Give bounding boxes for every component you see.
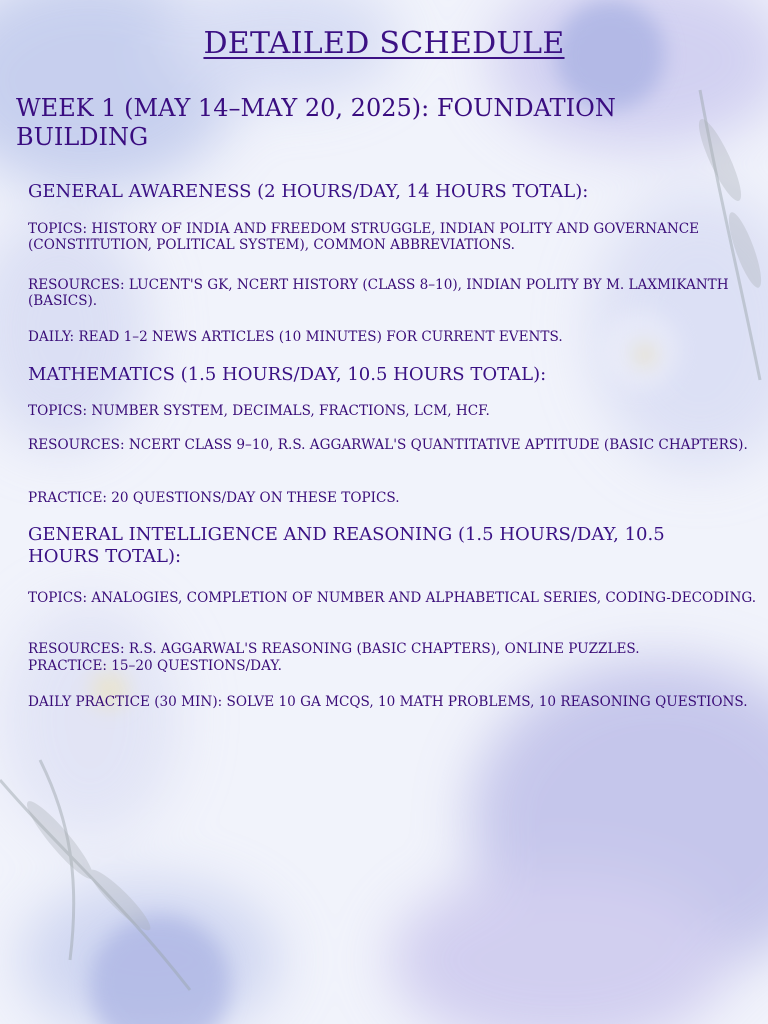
section-line-practice: PRACTICE: 20 QUESTIONS/DAY ON THESE TOPICS. [28,490,400,506]
section-line-practice: PRACTICE: 15–20 QUESTIONS/DAY. [28,658,282,674]
section-heading-reasoning: GENERAL INTELLIGENCE AND REASONING (1.5 HOURS/DAY, 10.5 HOURS TOTAL): [28,524,665,567]
section-line-daily: DAILY: READ 1–2 NEWS ARTICLES (10 MINUTES) FOR CURRENT EVENTS. [28,329,563,345]
section-heading-general-awareness: GENERAL AWARENESS (2 HOURS/DAY, 14 HOURS TOTAL): [28,181,589,202]
section-heading-mathematics: MATHEMATICS (1.5 HOURS/DAY, 10.5 HOURS TOTAL): [28,364,547,385]
section-line-resources: RESOURCES: LUCENT'S GK, NCERT HISTORY (CLASS 8–10), INDIAN POLITY BY M. LAXMIKANTH (BASICS). [28,277,729,309]
daily-practice-note: DAILY PRACTICE (30 MIN): SOLVE 10 GA MCQS, 10 MATH PROBLEMS, 10 REASONING QUESTIONS. [28,694,748,710]
section-line-resources: RESOURCES: R.S. AGGARWAL'S REASONING (BASIC CHAPTERS), ONLINE PUZZLES. [28,641,640,657]
page-title: DETAILED SCHEDULE [203,26,565,61]
section-line-resources: RESOURCES: NCERT CLASS 9–10, R.S. AGGARWAL'S QUANTITATIVE APTITUDE (BASIC CHAPTERS). [28,437,748,453]
section-line-topics: TOPICS: NUMBER SYSTEM, DECIMALS, FRACTIONS, LCM, HCF. [28,403,490,419]
section-line-topics: TOPICS: HISTORY OF INDIA AND FREEDOM STRUGGLE, INDIAN POLITY AND GOVERNANCE (CONSTITUTION, POLITICAL SYSTEM), COMMON ABBREVIATIONS. [28,221,700,253]
week-heading: WEEK 1 (MAY 14–MAY 20, 2025): FOUNDATION BUILDING [16,94,616,151]
section-line-topics: TOPICS: ANALOGIES, COMPLETION OF NUMBER AND ALPHABETICAL SERIES, CODING-DECODING. [28,590,757,606]
